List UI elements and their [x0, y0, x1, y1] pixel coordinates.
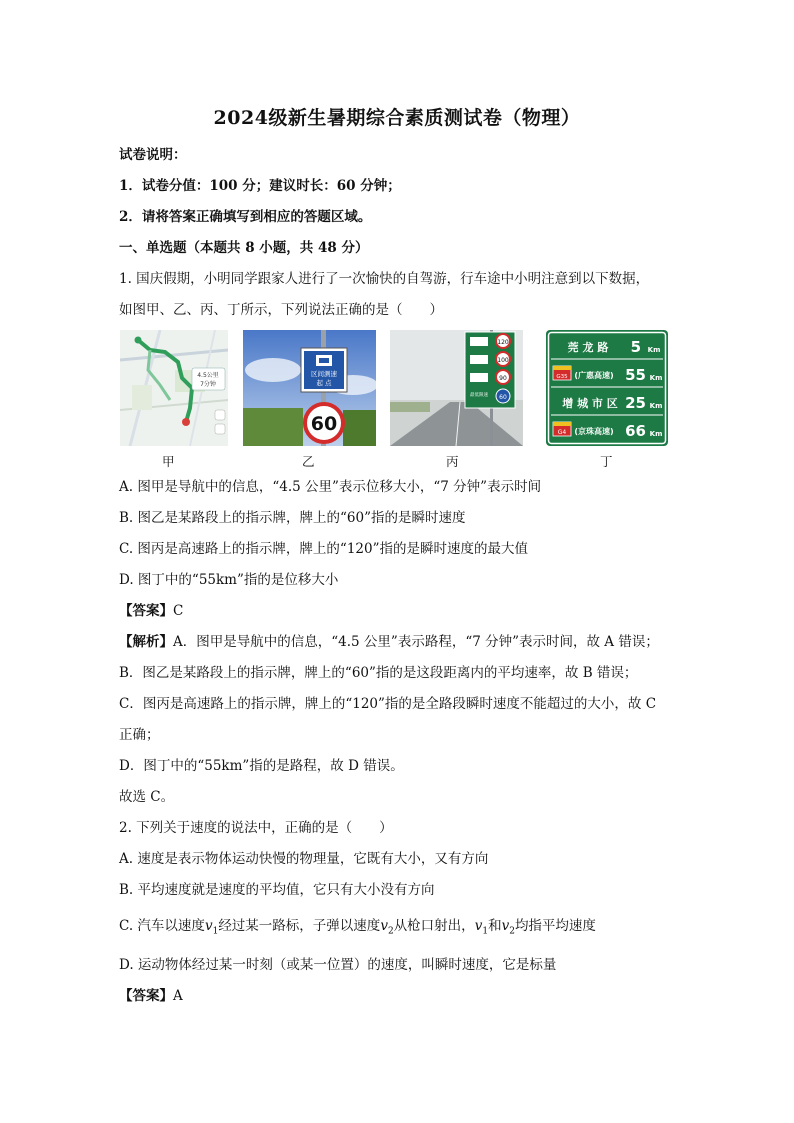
limit-120: 120: [497, 339, 509, 346]
dest-1-place: 莞 龙 路: [567, 341, 609, 354]
v2-symbol: v: [380, 918, 388, 934]
dest-4-unit: Km: [649, 430, 663, 438]
q1-conclusion: 故选 C。: [119, 789, 175, 805]
v1-symbol-2: v: [474, 918, 483, 934]
q1-answer: [119, 602, 183, 620]
limit-90: 90: [499, 375, 507, 382]
q1-analysis-a: [119, 633, 659, 651]
speed-limit-60: 60: [310, 413, 338, 435]
caption-yi: 乙: [302, 454, 315, 469]
dest-2-unit: Km: [649, 374, 663, 382]
dest-3-num: 25: [625, 394, 646, 412]
q1-stem-line2: 如图甲、乙、丙、丁所示，下列说法正确的是（ ）: [119, 302, 443, 318]
v2-subscript: 2: [387, 926, 394, 937]
limit-60-min: 60: [499, 394, 507, 401]
v1-symbol: v: [204, 918, 213, 934]
q1-figures: [120, 330, 668, 448]
intro-heading: 试卷说明：: [119, 147, 187, 163]
dest-4-tag: G4: [557, 429, 567, 436]
q2-answer-tag: 【答案】: [119, 988, 173, 1004]
q1-option-a: A. 图甲是导航中的信息，“4.5 公里”表示位移大小，“7 分钟”表示时间: [119, 479, 542, 495]
q2-answer-value: A: [173, 988, 183, 1004]
q1-stem-line1: 1. 国庆假期，小明同学跟家人进行了一次愉快的自驾游，行车途中小明注意到以下数据，: [119, 271, 650, 287]
sign-start-label: 起 点: [316, 379, 332, 387]
v2-symbol-2: v: [501, 918, 510, 934]
dest-3-unit: Km: [649, 402, 663, 410]
q1-analysis-c1: C．图丙是高速路上的指示牌，牌上的“120”指的是全路段瞬时速度不能超过的大小，故 C: [119, 696, 657, 712]
q1-option-d: D. 图丁中的“55km”指的是位移大小: [119, 572, 339, 588]
q1-analysis-c2: 正确；: [119, 727, 160, 743]
q2-c-and: 和: [488, 918, 502, 934]
q2-c-post: 均指平均速度: [514, 918, 596, 934]
q1-option-c: C. 图丙是高速路上的指示牌，牌上的“120”指的是瞬时速度的最大值: [119, 541, 529, 557]
map-distance-label: 4.5公里: [197, 372, 219, 379]
q2-c-mid: 经过某一路标，子弹以速度: [218, 918, 381, 934]
caption-ding: 丁: [600, 454, 613, 469]
dest-4-place: (京珠高速): [574, 427, 614, 436]
min-limit-label: 最低限速: [470, 393, 488, 398]
v2-subscript-2: 2: [509, 926, 515, 937]
v1-subscript: 1: [212, 926, 219, 937]
q2-option-d: D. 运动物体经过某一时刻（或某一位置）的速度，叫瞬时速度，它是标量: [119, 957, 557, 973]
limit-100: 100: [497, 357, 509, 364]
caption-jia: 甲: [162, 454, 175, 469]
caption-bing: 丙: [446, 454, 459, 469]
q2-answer: [119, 987, 183, 1005]
figure-ding-distance: [546, 330, 668, 446]
dest-2-tag: G35: [556, 374, 568, 380]
sign-section-label: 区间测速: [311, 370, 337, 378]
analysis-a-text: A．图甲是导航中的信息，“4.5 公里”表示路程，“7 分钟”表示时间，故 A 错误；: [173, 634, 659, 650]
intro-item-1: 1．试卷分值：100 分；建议时长：60 分钟；: [119, 178, 401, 194]
figure-jia-map: [120, 330, 228, 446]
dest-2-place: (广惠高速): [574, 371, 614, 380]
intro-item-2: 2．请将答案正确填写到相应的答题区域。: [119, 209, 372, 225]
q2-c-mid2: 从枪口射出，: [393, 918, 475, 934]
q1-analysis-b: B．图乙是某路段上的指示牌，牌上的“60”指的是这段距离内的平均速率，故 B 错误；: [119, 665, 638, 681]
answer-tag: 【答案】: [119, 603, 173, 619]
q2-option-c: [119, 917, 596, 941]
analysis-tag: 【解析】: [119, 634, 173, 650]
page-title: 2024级新生暑期综合素质测试卷（物理）: [213, 107, 581, 129]
dest-1-unit: Km: [647, 346, 661, 354]
figure-bing-highway: [390, 330, 523, 446]
q2-option-b: B. 平均速度就是速度的平均值，它只有大小没有方向: [119, 882, 435, 898]
figure-yi-sign: [243, 330, 376, 446]
answer-value: C: [173, 603, 184, 619]
v1-subscript-2: 1: [482, 926, 489, 937]
dest-3-place: 增 城 市 区: [562, 397, 618, 410]
dest-4-num: 66: [625, 422, 646, 440]
map-time-label: 7分钟: [200, 381, 216, 388]
q2-stem: 2. 下列关于速度的说法中，正确的是（ ）: [119, 820, 393, 836]
dest-2-num: 55: [625, 366, 646, 384]
dest-1-num: 5: [630, 338, 641, 356]
q1-analysis-d: D．图丁中的“55km”指的是路程，故 D 错误。: [119, 758, 404, 774]
q2-option-a: A. 速度是表示物体运动快慢的物理量，它既有大小，又有方向: [119, 851, 489, 867]
section-heading: 一、单选题（本题共 8 小题，共 48 分）: [119, 240, 369, 256]
q1-option-b: B. 图乙是某路段上的指示牌，牌上的“60”指的是瞬时速度: [119, 510, 466, 526]
q2-c-pre: C. 汽车以速度: [119, 918, 205, 934]
